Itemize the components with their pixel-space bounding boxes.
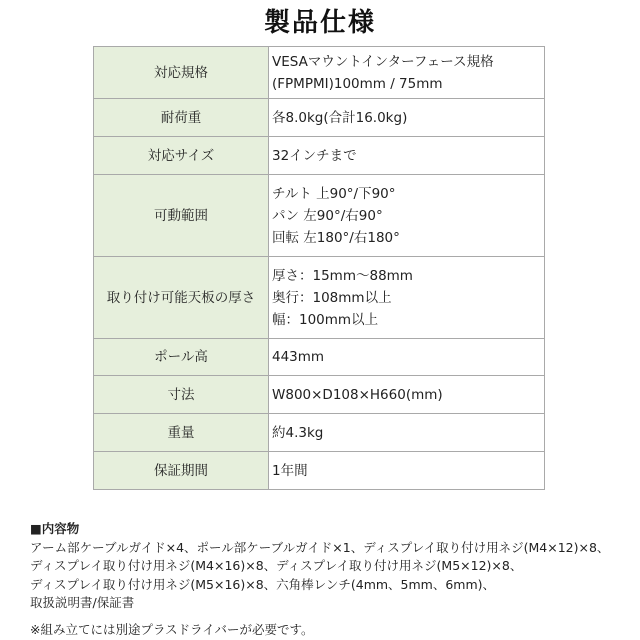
spec-value-line: 回転 左180°/右180° [272,229,400,246]
spec-value-line: 443mm [272,349,325,365]
spec-value-line: (FPMPMI)100mm / 75mm [272,75,443,92]
spec-label: 寸法 [94,376,269,414]
spec-row-load-capacity [94,99,545,137]
package-contents-line: ディスプレイ取り付け用ネジ(M5×16)×8、六角棒レンチ(4mm、5mm、6mm)、 [30,576,496,592]
spec-value-line: 1年間 [272,462,308,479]
spec-row-movement-range [94,175,545,257]
spec-value-line: パン 左90°/右90° [272,207,383,224]
spec-label: 耐荷重 [94,99,269,137]
spec-value [269,376,545,414]
spec-table [93,46,545,490]
spec-value [269,339,545,376]
spec-value [269,414,545,452]
page-title: 製品仕様 [263,8,376,38]
spec-label: 取り付け可能天板の厚さ [94,257,269,339]
spec-row-warranty [94,452,545,490]
spec-value [269,257,545,339]
spec-value-line: 奥行：108mm以上 [272,289,392,306]
spec-value [269,452,545,490]
spec-value-line: VESAマウントインターフェース規格 [272,53,494,70]
spec-value [269,175,545,257]
spec-row-weight [94,414,545,452]
spec-value [269,47,545,99]
spec-row-dimensions [94,376,545,414]
spec-value-line: チルト 上90°/下90° [272,185,396,202]
spec-row-standard [94,47,545,99]
package-contents-heading: ■内容物 [30,521,80,536]
spec-value [269,137,545,175]
package-contents-line: アーム部ケーブルガイド×4、ポール部ケーブルガイド×1、ディスプレイ取り付け用ネジ(M4×12)×8、 [30,539,610,555]
assembly-note: ※組み立てには別途プラスドライバーが必要です。 [30,621,314,637]
package-contents [30,520,630,639]
spec-value-line: W800×D108×H660(mm) [272,386,443,403]
spec-label: 可動範囲 [94,175,269,257]
spec-value [269,99,545,137]
spec-label: 重量 [94,414,269,452]
spec-label: 保証期間 [94,452,269,490]
spec-value-line: 32インチまで [272,147,357,164]
spec-label: ポール高 [94,339,269,376]
spec-label: 対応規格 [94,47,269,99]
package-contents-line: 取扱説明書/保証書 [30,595,135,610]
spec-label: 対応サイズ [94,137,269,175]
spec-row-pole-height [94,339,545,376]
spec-value-line: 約4.3kg [272,424,324,441]
spec-value-line: 厚さ：15mm～88mm [272,267,413,284]
spec-value-line: 各8.0kg(合計16.0kg) [272,109,408,126]
package-contents-line: ディスプレイ取り付け用ネジ(M4×16)×8、ディスプレイ取り付け用ネジ(M5×12)×8、 [30,558,523,573]
spec-row-screen-size [94,137,545,175]
spec-row-desk-thickness [94,257,545,339]
spec-value-line: 幅：100mm以上 [272,311,379,328]
